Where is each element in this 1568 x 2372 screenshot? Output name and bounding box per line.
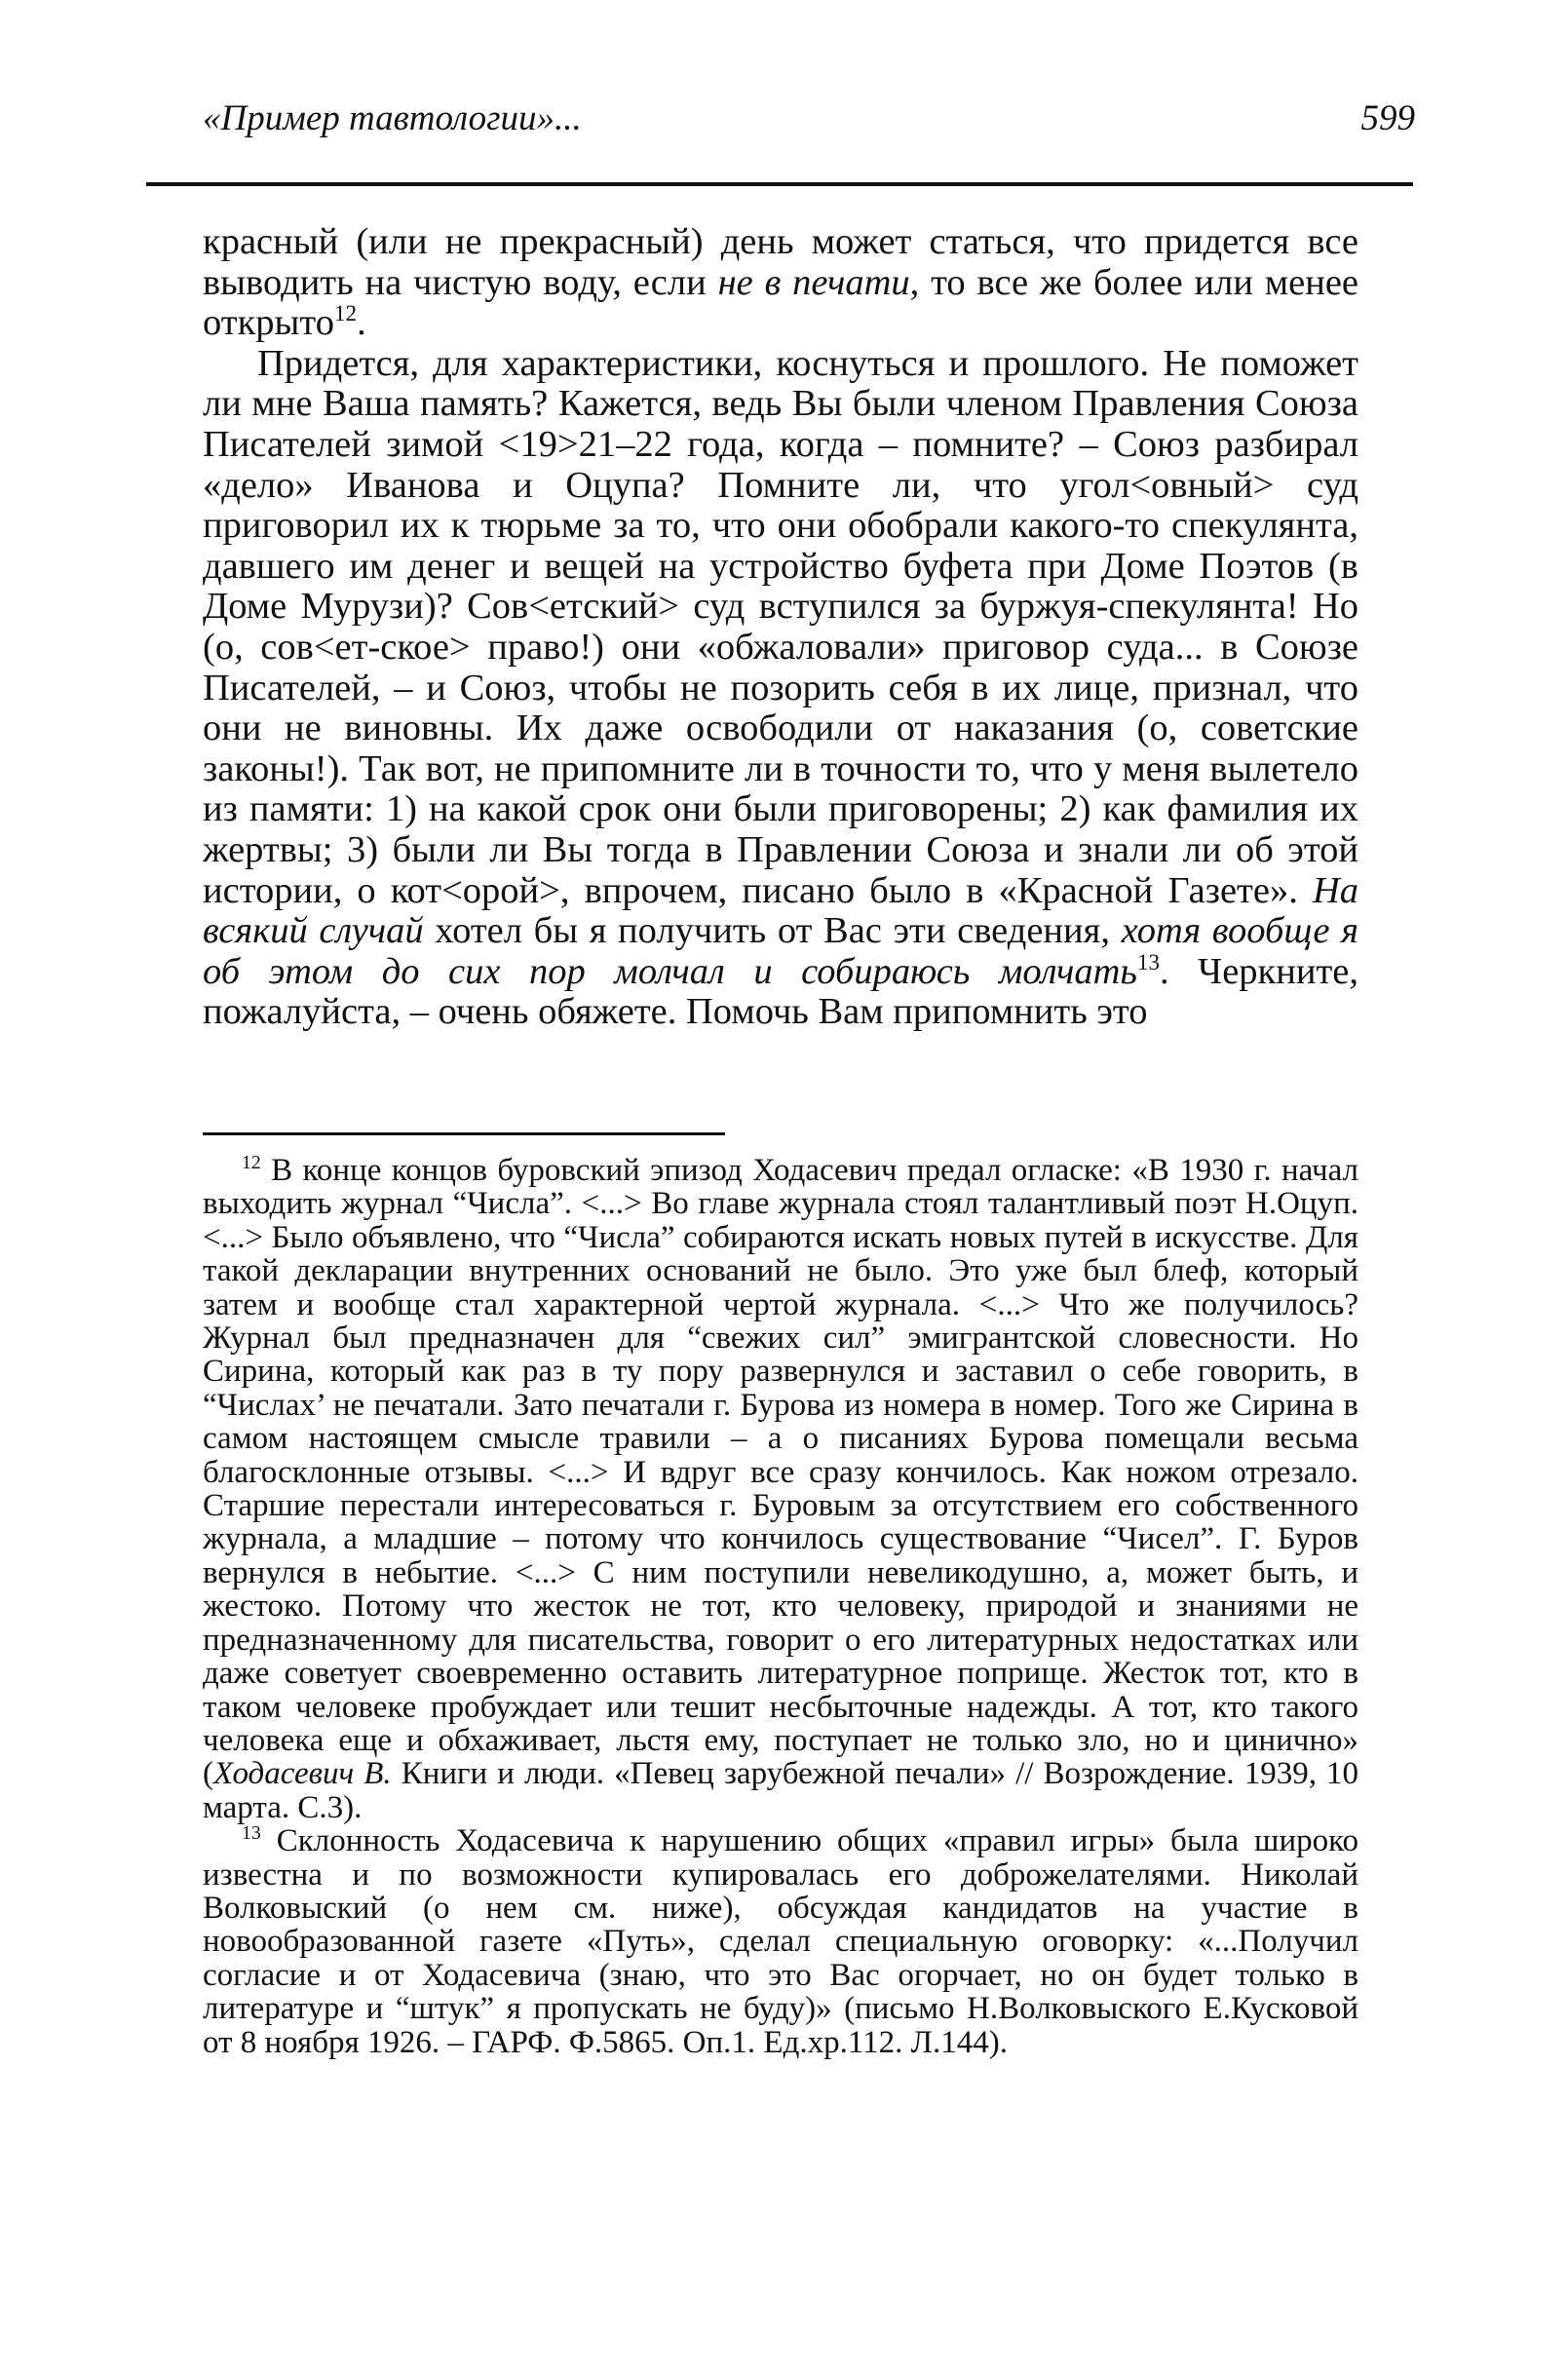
- footnote-number: 13: [242, 1822, 261, 1845]
- footnote-ref-12: 12: [333, 300, 358, 326]
- paragraph-text: , то все же более или менее открыто: [203, 261, 1359, 344]
- footnotes: [203, 1154, 1358, 2059]
- footnote-text: Книги и люди. «Певец зарубежной печали» // Возрождение. 1939, 10 марта. С.3).: [203, 1756, 1358, 1825]
- footnote-ref-13: 13: [1136, 948, 1161, 975]
- italic-emphasis: На всякий случай: [203, 869, 1358, 952]
- paragraph-text: красный (или не прекрасный) день может статься, что придется все выводить на чистую воду, если: [203, 221, 1358, 303]
- running-title: «Пример тавтологии»...: [203, 98, 582, 138]
- footnote-text: Склонность Ходасевича к нарушению общих «правил игры» была широко известна и по возможности купировалась его доброжелателями. Николай Волковыский (о нем см. ниже), обсуждая кандидатов на участие в новообразованной газете «Путь», сделал специальную оговорку: «...Получил согласие и от Ходасевича (знаю, что это Вас огорчает, но он будет только в литературе и “штук” я пропускать не буду)» (письмо Н.Волковыского Е.Кусковой от 8 ноября 1926. – ГАРФ. Ф.5865. Оп.1. Ед.хр.112. Л.144).: [203, 1823, 1358, 2060]
- paragraph-text: Придется, для характеристики, коснуться и прошлого. Не поможет ли мне Ваша память? Кажется, ведь Вы были членом Правления Союза Писателей зимой <19>21–22 года, когда – помните? – Союз разбирал «дело» Иванова и Оцупа? Помните ли, что угол<овный> суд приговорил их к тюрьме за то, что они обобрали какого-то спекулянта, давшего им денег и вещей на устройство буфета при Доме Поэтов (в Доме Мурузи)? Сов<етский> суд вступился за буржуя-спекулянта! Но (о, сов<ет-ское> право!) они «обжаловали» приговор суда... в Союзе Писателей, – и Союз, чтобы не позорить себя в их лице, признал, что они не виновны. Их даже освободили от наказания (о, советские законы!). Так вот, не припомните ли в точности то, что у меня вылетело из памяти: 1) на какой срок они были приговорены; 2) как фамилия их жертвы; 3) были ли Вы тогда в Правлении Союза и знали ли об этой истории, о кот<орой>, впрочем, писано было в «Красной Газете».: [203, 342, 1358, 911]
- footnote-separator: [203, 1132, 725, 1135]
- footnote-12: [203, 1154, 1358, 1824]
- paragraph: [203, 344, 1358, 1033]
- footnote-13: [203, 1824, 1358, 2059]
- footnote-number: 12: [242, 1152, 261, 1173]
- main-text: [203, 222, 1358, 1033]
- paragraph-continuation: [203, 222, 1358, 344]
- italic-emphasis: не в печати: [717, 261, 910, 303]
- italic-emphasis: хотя вообще я об этом до сих пор молчал и собираюсь молчать: [203, 910, 1359, 992]
- paragraph-text: хотел бы я получить от Вас эти сведения,: [423, 910, 1122, 952]
- paragraph-text: . Черкните, пожалуйста, – очень обяжете. Помочь Вам припомнить это: [203, 950, 1358, 1033]
- header-rule: [146, 182, 1413, 186]
- footnote-italic: Ходасевич В.: [213, 1756, 392, 1792]
- page-number: 599: [1360, 98, 1415, 138]
- footnote-text: В конце концов буровский эпизод Ходасевич предал огласке: «В 1930 г. начал выходить журнал “Числа”. <...> Во главе журнала стоял талантливый поэт Н.Оцуп. <...> Было объявлено, что “Числа” собираются искать новых путей в искусстве. Для такой декларации внутренних оснований не было. Это уже был блеф, который затем и вообще стал характерной чертой журнала. <...> Что же получилось? Журнал был предназначен для “свежих сил” эмигрантской словесности. Но Сирина, который как раз в ту пору развернулся и заставил о себе говорить, в “Числах’ не печатали. Зато печатали г. Бурова из номера в номер. Того же Сирина в самом настоящем смысле травили – а о писаниях Бурова помещали весьма благосклонные отзывы. <...> И вдруг все сразу кончилось. Как ножом отрезало. Старшие перестали интересоваться г. Буровым за отсутствием его собственного журнала, а младшие – потому что кончилось существование “Чисел”. Г. Буров вернулся в небытие. <...> С ним поступили невеликодушно, а, может быть, и жестоко. Потому что жесток не тот, кто человеку, природой и знаниями не предназначенному для писательства, говорит о его литературных недостатках или даже советует своевременно оставить литературное поприще. Жесток тот, кто в таком человеке пробуждает или тешит несбыточные надежды. А тот, кто такого человека еще и обхаживает, льстя ему, поступает не только зло, но и цинично» (: [203, 1153, 1358, 1792]
- paragraph-text: .: [357, 302, 366, 344]
